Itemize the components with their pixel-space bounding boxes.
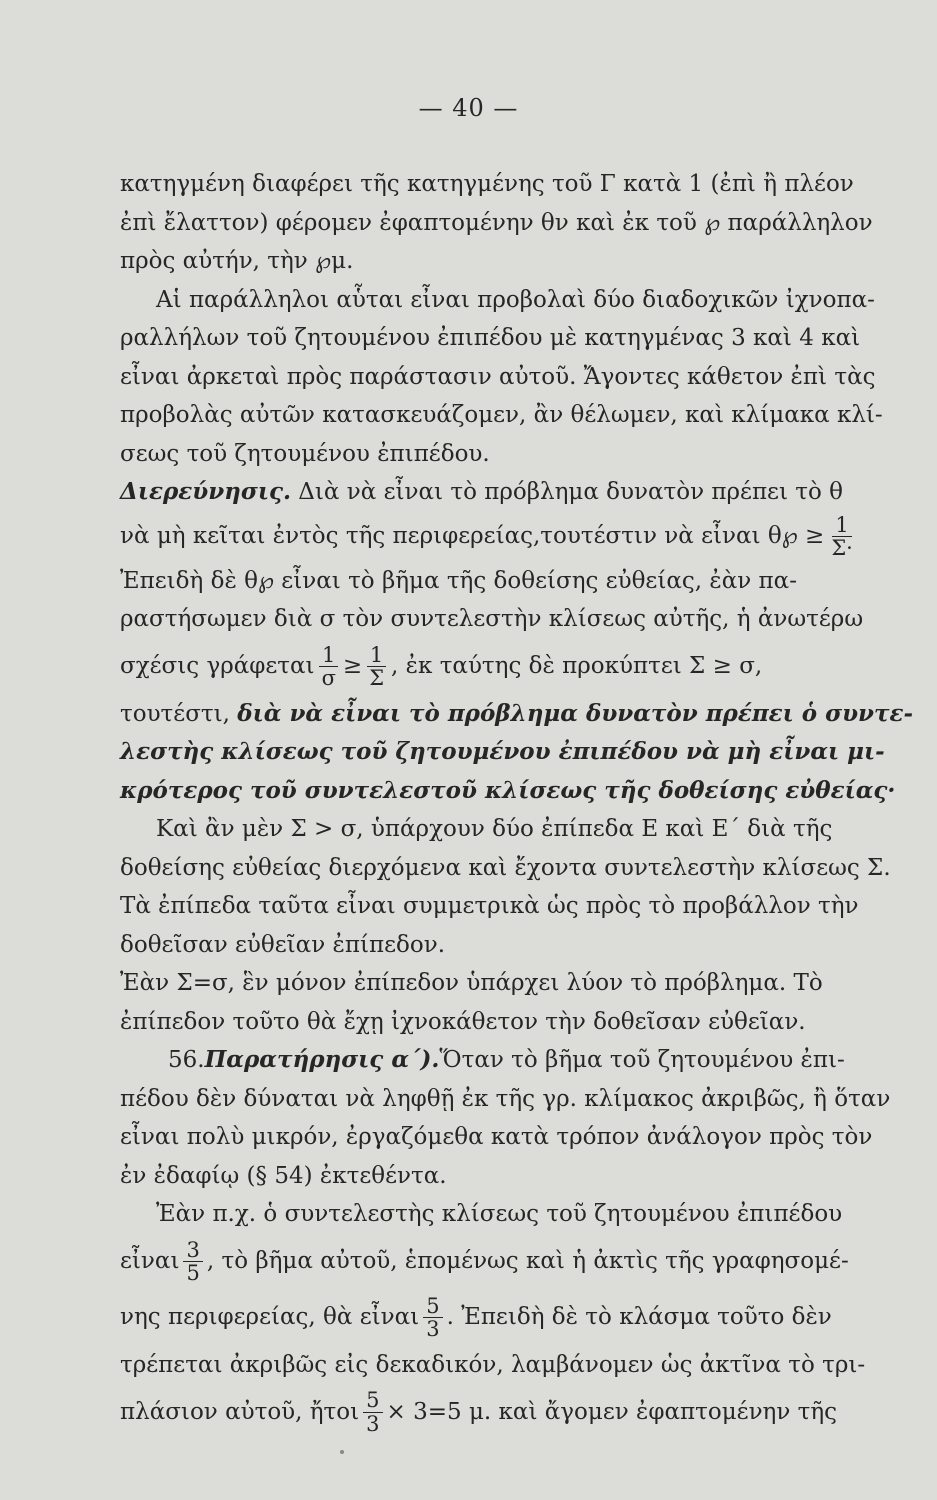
remark-line <box>120 1290 900 1346</box>
fraction <box>183 1239 202 1284</box>
text-span: . Ἐπειδὴ δὲ τὸ κλάσμα τοῦτο δὲν <box>446 1304 832 1331</box>
fraction-numerator: 5 <box>423 1295 442 1318</box>
text-line: Τὰ ἐπίπεδα ταῦτα εἶναι συμμετρικὰ ὡς πρὸς τὸ προβάλλον τὴν <box>120 893 859 919</box>
fraction <box>319 644 339 689</box>
fraction-numerator: 1 <box>832 514 851 537</box>
text-span: πλάσιον αὐτοῦ, ἤτοι <box>120 1398 360 1425</box>
text-line: πέδου δὲν δύναται νὰ ληφθῇ ἐκ τῆς γρ. κλίμακος ἀκριβῶς, ἢ ὅταν <box>120 1085 891 1112</box>
fraction <box>828 514 856 559</box>
text-line: ραλλήλων τοῦ ζητουμένου ἐπιπέδου μὲ κατηγμένας 3 καὶ 4 καὶ <box>120 325 861 351</box>
text-line: ἐπὶ ἔλαττον) φέρομεν ἐφαπτομένην θν καὶ ἐκ τοῦ ℘ παράλληλον <box>120 209 873 236</box>
fraction <box>366 644 387 689</box>
text-span: × 3=5 μ. καὶ ἄγομεν ἐφαπτομένην τῆς <box>386 1398 838 1425</box>
remark-line <box>120 1384 900 1440</box>
text-line: Αἱ παράλληλοι αὗται εἶναι προβολαὶ δύο διαδοχικῶν ἰχνοπα- <box>156 286 875 313</box>
text-line: ἐπίπεδον τοῦτο θὰ ἔχῃ ἰχνοκάθετον τὴν δοθεῖσαν εὐθεῖαν. <box>120 1008 806 1035</box>
text-line: δοθείσης εὐθείας διερχόμενα καὶ ἔχοντα συντελεστὴν κλίσεως Σ. <box>120 854 891 881</box>
text-line: εἶναι ἀρκεταὶ πρὸς παράστασιν αὐτοῦ. Ἄγοντες κάθετον ἐπὶ τὰς <box>120 363 876 390</box>
body-text <box>120 165 914 1440</box>
fraction-denominator: 3 <box>366 1411 380 1436</box>
text-line: δοθεῖσαν εὐθεῖαν ἐπίπεδον. <box>120 931 445 958</box>
text-line: ἐν ἐδαφίῳ (§ 54) ἐκτεθέντα. <box>120 1162 447 1189</box>
text-line: τρέπεται ἀκριβῶς εἰς δεκαδικόν, λαμβάνομεν ὡς ἀκτῖνα τὸ τρι- <box>120 1351 866 1378</box>
text-span: σχέσις γράφεται <box>120 653 315 680</box>
fraction-denominator: 5 <box>186 1261 200 1285</box>
text-span: τουτέστι, <box>120 700 230 727</box>
text-line: Καὶ ἂν μὲν Σ > σ, ὑπάρχουν δύο ἐπίπεδα Ε καὶ Ε΄ διὰ τῆς <box>156 816 833 842</box>
text-span: , ἐκ ταύτης δὲ προκύπτει Σ ≥ σ, <box>391 653 763 680</box>
fraction-denominator: Σ· <box>831 536 853 560</box>
discussion-heading: Διερεύνησις. <box>120 478 291 505</box>
text-line: Ἐὰν π.χ. ὁ συντελεστὴς κλίσεως τοῦ ζητουμένου ἐπιπέδου <box>156 1201 843 1227</box>
text-span: Ὅταν τὸ βῆμα τοῦ ζητουμένου ἐπι- <box>439 1047 845 1073</box>
fraction-denominator: σ <box>321 666 336 690</box>
remark-line <box>120 1041 900 1080</box>
discussion-line <box>120 473 900 512</box>
fraction-numerator: 1 <box>367 644 386 667</box>
text-span: νὰ μὴ κεῖται ἐντὸς τῆς περιφερείας,τουτέστιν νὰ εἶναι θ℘ ≥ <box>120 523 825 550</box>
remark-line <box>120 1234 900 1290</box>
text-line: ραστήσωμεν διὰ σ τὸν συντελεστὴν κλίσεως αὐτῆς, ἡ ἀνωτέρω <box>120 606 864 632</box>
discussion-line <box>120 512 900 562</box>
print-speck <box>340 1450 344 1454</box>
emphasis-line: λεστὴς κλίσεως τοῦ ζητουμένου ἐπιπέδου νὰ μὴ εἶναι μι- <box>120 738 885 765</box>
section-number: 56. <box>168 1047 205 1073</box>
fraction-denominator: Σ <box>369 666 385 690</box>
text-line: πρὸς αὐτήν, τὴν ℘μ. <box>120 248 354 274</box>
emphasis-line: κρότερος τοῦ συντελεστοῦ κλίσεως τῆς δοθείσης εὐθείας· <box>120 776 896 804</box>
text-span: εἶναι <box>120 1248 180 1275</box>
page-number: — 40 — <box>418 94 519 122</box>
text-span: νης περιφερείας, θὰ εἶναι <box>120 1304 420 1331</box>
text-span: , τὸ βῆμα αὐτοῦ, ἑπομένως καὶ ἡ ἀκτὶς τῆς γραφησομέ- <box>206 1248 849 1275</box>
discussion-line <box>120 639 900 695</box>
text-span: ≥ <box>342 653 363 680</box>
fraction <box>363 1389 382 1434</box>
text-line: Ἐὰν Σ=σ, ἓν μόνον ἐπίπεδον ὑπάρχει λύον τὸ πρόβλημα. Τὸ <box>120 970 823 996</box>
discussion-line <box>120 695 914 734</box>
fraction-numerator: 1 <box>319 644 338 667</box>
fraction <box>423 1295 442 1340</box>
text-span: Διὰ νὰ εἶναι τὸ πρόβλημα δυνατὸν πρέπει τὸ θ <box>298 479 844 505</box>
fraction-numerator: 3 <box>183 1239 202 1262</box>
fraction-denominator: 3 <box>426 1317 440 1341</box>
text-line: σεως τοῦ ζητουμένου ἐπιπέδου. <box>120 440 490 467</box>
text-line: εἶναι πολὺ μικρόν, ἐργαζόμεθα κατὰ τρόπον ἀνάλογον πρὸς τὸν <box>120 1124 873 1150</box>
emphasis-text: διὰ νὰ εἶναι τὸ πρόβλημα δυνατὸν πρέπει ὁ συντε- <box>237 699 914 727</box>
text-line: κατηγμένη διαφέρει τῆς κατηγμένης τοῦ Γ κατὰ 1 (ἐπὶ ἢ πλέον <box>120 171 854 197</box>
text-line: προβολὰς αὐτῶν κατασκευάζομεν, ἂν θέλωμεν, καὶ κλίμακα κλί- <box>120 402 883 428</box>
remark-heading: Παρατήρησις α΄). <box>204 1046 440 1073</box>
fraction-numerator: 5 <box>363 1389 382 1412</box>
text-line: Ἐπειδὴ δὲ θ℘ εἶναι τὸ βῆμα τῆς δοθείσης εὐθείας, ἐὰν πα- <box>120 567 797 594</box>
